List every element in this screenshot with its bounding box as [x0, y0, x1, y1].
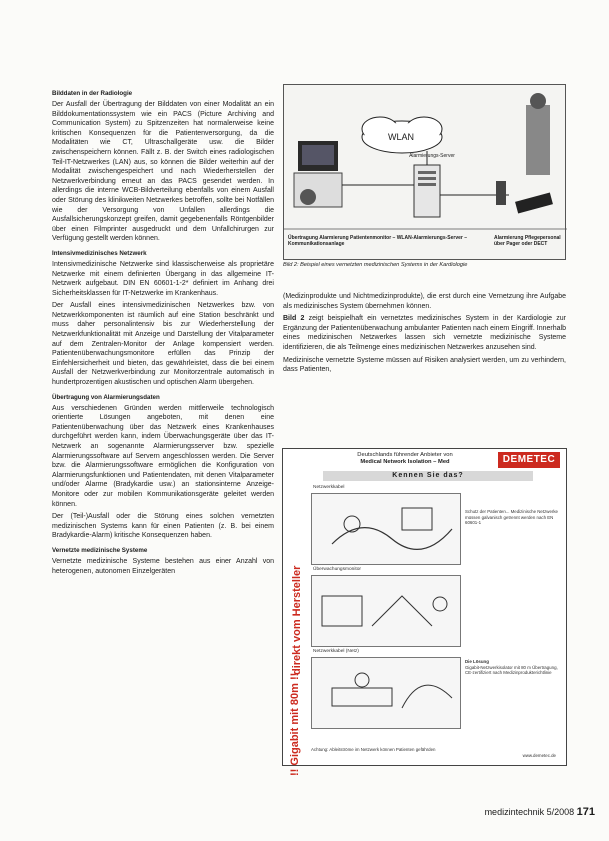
paragraph: Aus verschiedenen Gründen werden mittlerweile technologisch orientierte Lösungen angeboten, mit denen eine Patientenüberwachung über das Netzwerk eines Krankenhauses durchgeführt werden kann, indem Überwachungsgeräte über das IT-Netzwerk an sogenannte Alarmierungsserver bzw. spezielle Alarmierungssoftware auf Servern angeschlossen werden. Die Server bzw. die Alarmierungssoftware ermöglichen die Konfiguration von Alarmierungsfunktionen und Patientendaten, mit denen Vitalparameter und/oder Alarme (Bradykardie usw.) an stationsinterne Anzeige-Monitore oder zur mobilen Kommunikationsgeräte geleitet werden können. [52, 404, 274, 508]
cartoon-illustration [312, 494, 460, 564]
paragraph: Medizinische vernetzte Systeme müssen auf Risiken analysiert werden, um zu verhindern, dass Patienten, [283, 356, 566, 374]
ad-illustration-1 [311, 493, 461, 565]
journal-name: medizintechnik 5/2008 [484, 807, 575, 817]
paragraph: Der Ausfall der Übertragung der Bilddaten von einer Modalität an ein Bilddokumentationssystem wie ein PACS (Picture Archiving and Communication System) zu Spitzenzeiten hat normalerweise keine kritischen Konsequenzen für die Patientenversorgung, da die Modalitäten wie CT, Ultraschallgeräte usw. die Bilder zwischenspeichern können. Fällt z. B. der Switch eines radiologischen Teil-IT-Netzwerkes (LAN) aus, so können die Bilder weiterhin auf der Modalität zwischengespeichert und nach Wiederherstellen der Netzwerkverbindung erneut an das PACS gesendet werden. In allerdings die interne WCB-Bildverteilung ebenfalls von einem Ausfall oder Störung des klinikweiten Netzwerkes betroffen, sollte bei Notfällen wie der Versorgung von Unfallen allerdings die Ausfallsicherungskonzept greifen, damit gegebenenfalls Röntgenbilder über einen Filmprinter ausgedruckt und dem Unfallchirurgen zur Verfügung gestellt werden können. [52, 101, 274, 243]
ad-tagline-2: Medical Network Isolation – Med [360, 459, 450, 465]
ad-tagline-1: Deutschlands führender Anbieter von [357, 452, 453, 458]
paragraph-text: zeigt beispielhaft ein vernetztes medizinisches System in der Kardiologie zur Ergänzung der Patientenüberwachung ambulanter Patienten nach einem Eingriff. Innerhalb eines medizinischen Netzwerkes lassen sich vernetzte medizinische Systeme identifizieren, die als Teilmenge eines medizinischen Netzwerkes anzusehen sind. [283, 315, 566, 351]
figure-network-diagram [283, 84, 566, 260]
heading-vernetzte-systeme: Vernetzte medizinische Systeme [52, 546, 148, 554]
cartoon-illustration [312, 658, 460, 728]
panel-label: Überwachungsmonitor [313, 567, 361, 572]
ad-side-text-bottom: !! Gigabit mit 80m !! [289, 672, 301, 776]
page-number: 171 [576, 806, 595, 818]
ad-url: www.demetec.de [522, 753, 556, 758]
ad-tagline [315, 452, 495, 466]
paragraph: Der (Teil-)Ausfall oder die Störung eines solchen vernetzten medizinischen Systems kann für einen Patienten (z. B. bei einem Bradykardie-Alarm) kritische Konsequenzen haben. [52, 513, 274, 540]
page-footer [485, 806, 595, 818]
ad-footnote: Achtung: Ableitströme im Netzwerk können Patienten gefährden [311, 747, 436, 752]
ad-illustration-3 [311, 657, 461, 729]
figure-caption: Bild 2: Beispiel eines vernetzten medizinischen Systems in der Kardiologie [283, 262, 468, 268]
right-column [283, 292, 566, 378]
figure-label-left: Übertragung Alarmierung Patientenmonitor – WLAN-Alarmierungs-Server – Kommunikationsanlage [288, 235, 468, 248]
ad-text-block: Schutz der Patienten... Medizinische Netzwerke müssen galvanisch getrennt werden nach EN 60601-1 [465, 509, 558, 526]
paragraph [283, 314, 566, 352]
ad-text-heading: Die Lösung [465, 659, 489, 664]
advertisement [282, 448, 567, 776]
heading-radiologie: Bilddaten in der Radiologie [52, 90, 133, 97]
paragraph: Der Ausfall eines intensivmedizinischen Netzwerkes bzw. von Netzwerkkomponenten ist räumlich auf eine Station beschränkt und muss daher personalintensiv bis zur Wiederherstellung der Netzwerkfunktionalität mit Anzeige und Darstellung der Vitalparameter auf dem Zentralen-Monitor der Anlage kompensiert werden. Patientenüberwachungsmonitore erfüllen das Prinzip der Einfehlersicherheit und bieten, das gewährleistet, dass die bei einem Ausfall der Netzwerkverbindung zur Monitorzentrale automatisch in hundertprozentigen akustischen und optischen Alarm übergehen. [52, 302, 274, 387]
figure-label-right: Alarmierung Pflegepersonal über Pager oder DECT [494, 235, 561, 248]
panel-label: Netzwerkkabel (Netz) [313, 649, 359, 654]
ad-headline: Kennen Sie das? [323, 471, 533, 481]
paragraph: Vernetzte medizinische Systeme bestehen aus einer Anzahl von heterogenen, autonomen Einzelgeräten [52, 557, 274, 575]
wlan-label: WLAN [388, 132, 415, 142]
demetec-logo: DEMETEC [498, 452, 560, 468]
ad-side-text-top: direkt vom Hersteller [291, 565, 303, 675]
panel-label: Netzwerkkabel [313, 485, 345, 490]
ad-text-body: Gigabit-Netzwerkisolator mit 80 m Übertragung, CE-zertifiziert nach Medizinprodukterichtlinie [465, 664, 558, 676]
heading-alarmierung: Übertragung von Alarmierungsdaten [52, 393, 160, 401]
ad-illustration-2 [311, 575, 461, 647]
paragraph: Intensivmedizinische Netzwerke sind klassischerweise als proprietäre Netzwerke mit einem definierten Übergang in das allgemeine IT-Netzwerk aufgebaut. DIN EN 60601-1-2* definiert im Anhang drei Sicherheitsklassen für IT-Netzwerke im Krankenhaus. [52, 260, 274, 297]
heading-intensiv: Intensivmedizinisches Netzwerk [52, 249, 147, 257]
paragraph: (Medizinprodukte und Nichtmedizinprodukte), die erst durch eine Vernetzung ihre Aufgabe als medizinisches System übernehmen können. [283, 293, 566, 310]
ad-text-block [465, 659, 561, 676]
cartoon-illustration [312, 576, 460, 646]
left-column [52, 84, 274, 579]
server-label: Alarmierungs-Server [409, 153, 455, 159]
bild-ref: Bild 2 [283, 315, 305, 323]
